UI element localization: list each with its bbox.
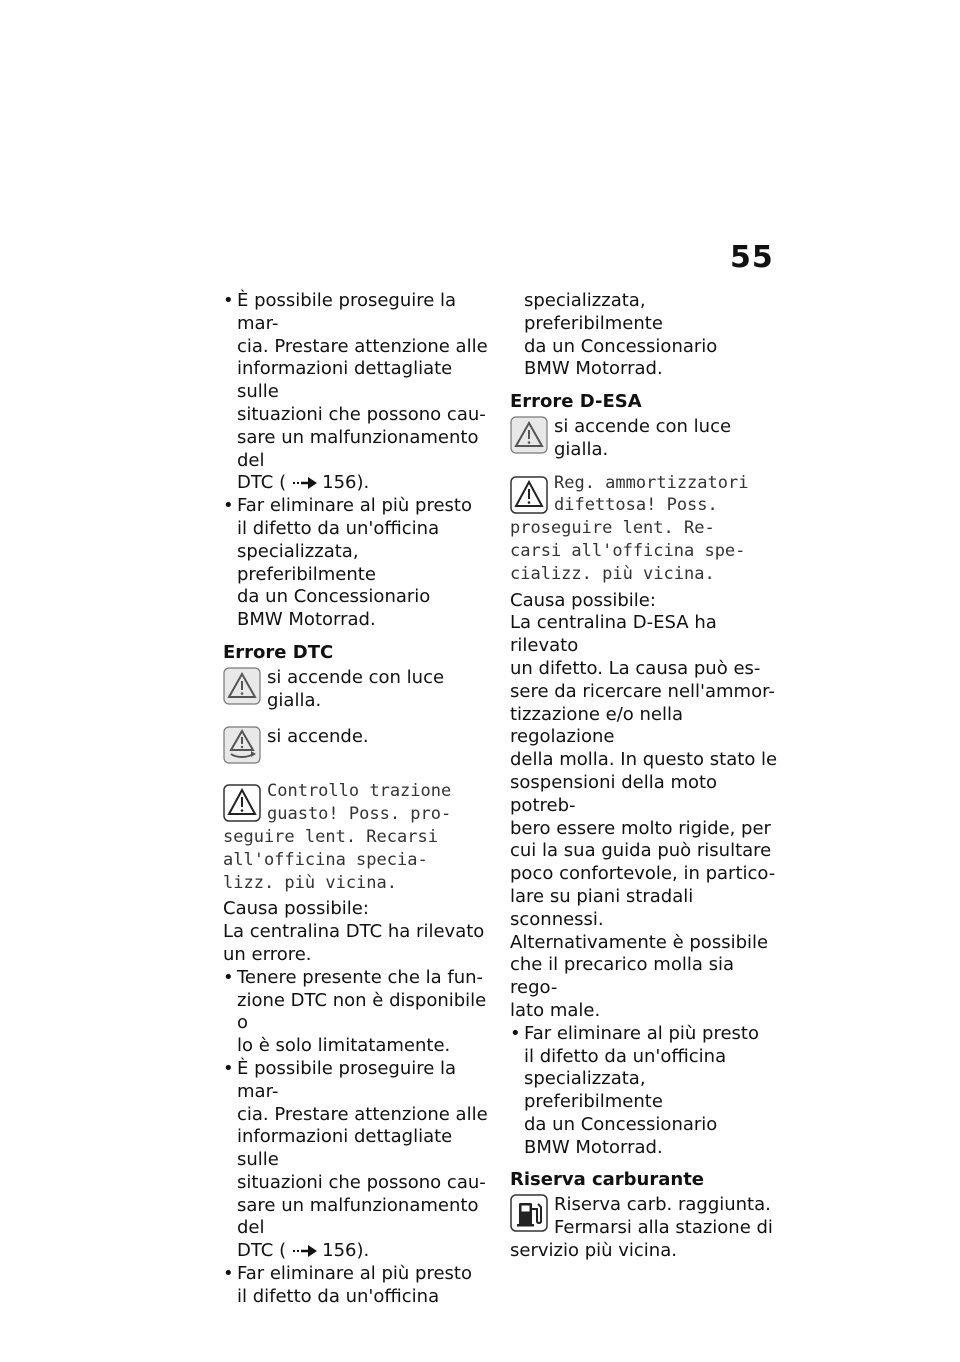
page-number: 55 [730,240,774,275]
desa-warning-row: si accende con luce gialla. [510,416,780,462]
bullet-desa-workshop: • Far eliminare al più presto il difetto da un'officina specializzata, preferibilmente da un Concessionario BMW Motorrad. [510,1023,780,1160]
heading-desa-error: Errore D-ESA [510,391,642,413]
right-column [510,290,780,1263]
traction-control-icon [223,726,261,764]
workshop-continued: specializzata, preferibilmente da un Concessionario BMW Motorrad. [524,290,718,380]
warning-triangle-icon [223,667,261,705]
fuel-pump-icon [510,1194,548,1232]
heading-dtc-error: Errore DTC [223,641,334,663]
bullet-continue-riding: • È possibile proseguire la mar- cia. Prestare attenzione alle informazioni dettagliate sulle situazioni che possono cau- sare un malfunzionamento del DTC ( 156). [223,290,493,495]
dtc-control-row: si accende. [223,726,493,766]
warning-triangle-icon [510,416,548,454]
bullet-continue-riding-2: • È possibile proseguire la mar- cia. Prestare attenzione alle informazioni dettagliate sulle situazioni che possono cau- sare un malfunzionamento del DTC ( 156). [223,1058,493,1263]
bullet-workshop-2: • Far eliminare al più presto il difetto da un'officina [223,1263,493,1309]
warning-triangle-outline-icon [223,784,261,822]
fuel-reserve-text-end: servizio più vicina. [510,1239,677,1261]
bullet-workshop: • Far eliminare al più presto il difetto da un'officina specializzata, preferibilmente da un Concessionario BMW Motorrad. [223,495,493,632]
desa-display-message: Reg. ammortizzatori difettosa! Poss. proseguire lent. Re- carsi all'officina spe- cializz. più vicina. [510,472,749,584]
dtc-display-message: Controllo trazione guasto! Poss. pro- seguire lent. Recarsi all'officina specia- lizz. più vicina. [223,781,452,893]
arrow-reference-icon [292,1244,318,1258]
left-column [223,290,493,1309]
dtc-cause: Causa possibile: La centralina DTC ha rilevato un errore. [223,898,485,965]
fuel-reserve-row: Riserva carb. raggiunta. Fermarsi alla stazione di [510,1194,780,1240]
heading-fuel-reserve: Riserva carburante [510,1169,705,1191]
warning-triangle-outline-icon [510,476,548,514]
page-reference[interactable]: DTC ( 156). [237,1240,370,1262]
arrow-reference-icon [292,476,318,490]
desa-cause: Causa possibile: La centralina D-ESA ha rilevato un difetto. La causa può es- sere da ricercare nell'ammor- tizzazione e/o nella regolazione della molla. In questo stato le sospensioni della moto potreb- bero essere molto rigide, per cui la sua guida può risultare poco confortevole, in partico- lare su piani stradali sconnessi. Alternativamente è possibile che il precarico molla sia rego- lato male. [510,589,778,1021]
bullet-dtc-unavailable: • Tenere presente che la fun- zione DTC non è disponibile o lo è solo limitatamente. [223,967,493,1058]
page-reference[interactable]: DTC ( 156). [237,472,370,494]
dtc-warning-row: si accende con luce gialla. [223,667,493,713]
